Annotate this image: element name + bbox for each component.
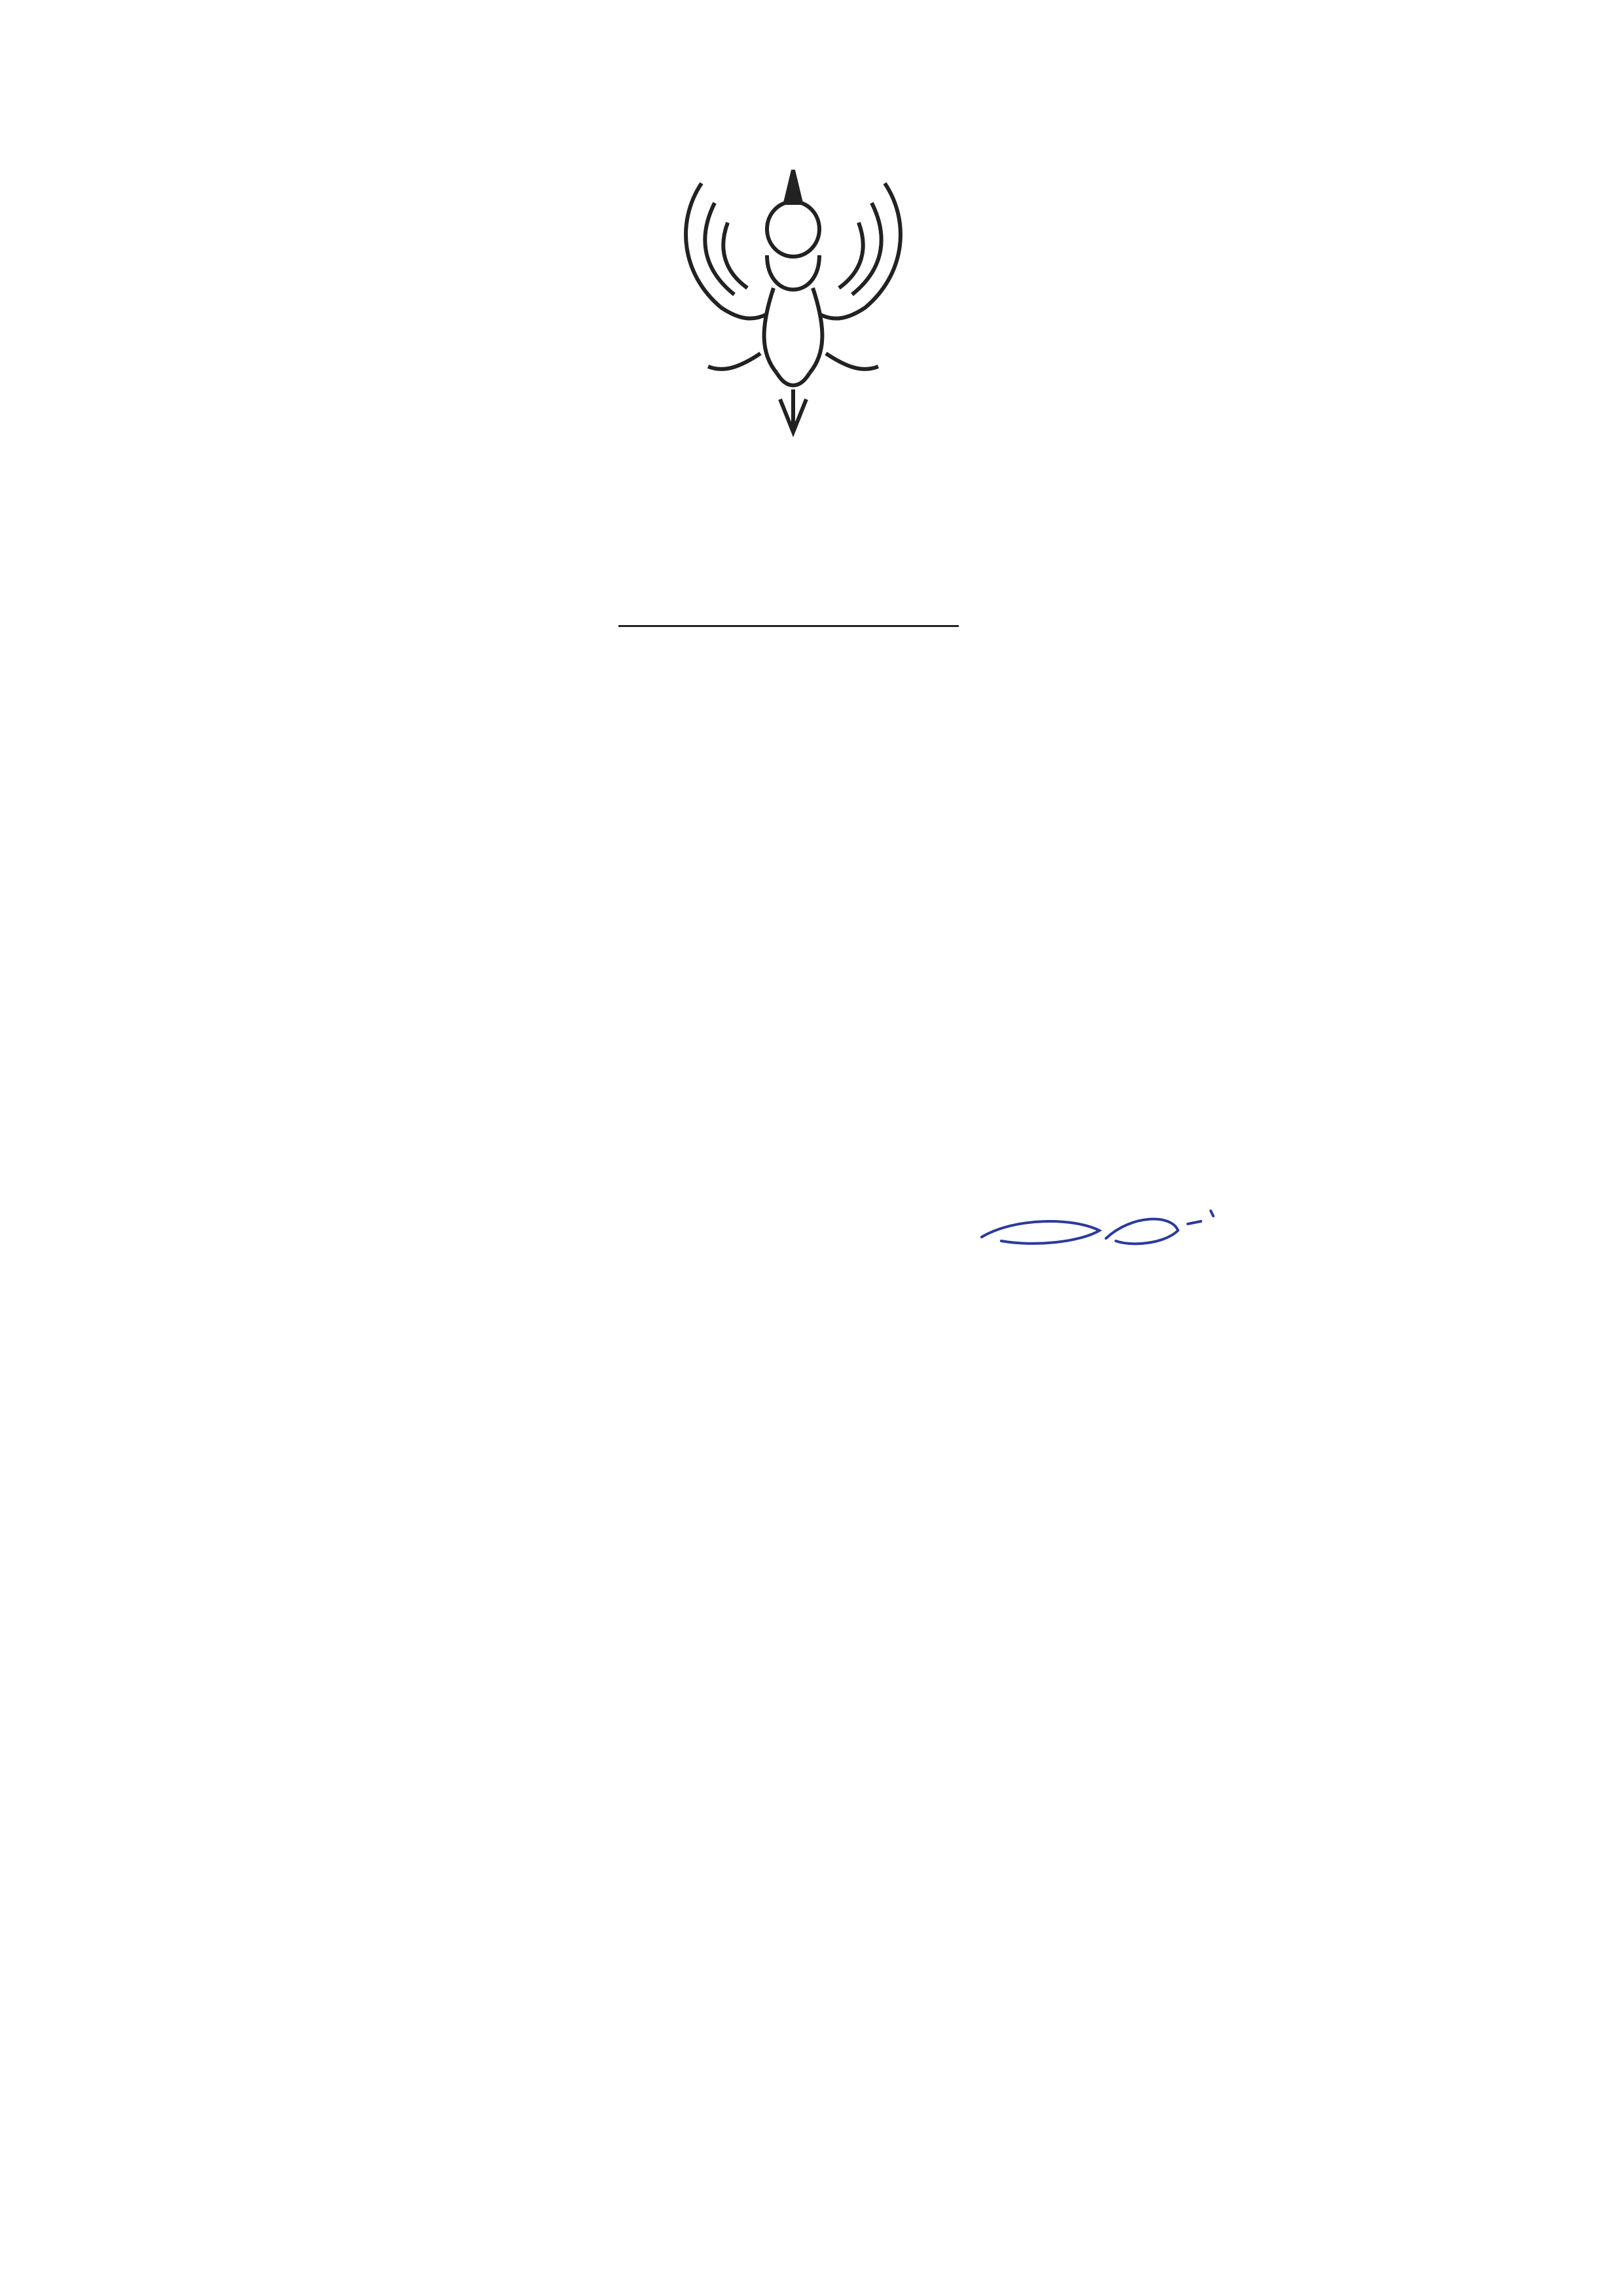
title-divider [618,625,959,627]
handwritten-signature [975,1191,1250,1263]
garuda-emblem [662,157,924,445]
announcement-subject [196,543,1440,583]
